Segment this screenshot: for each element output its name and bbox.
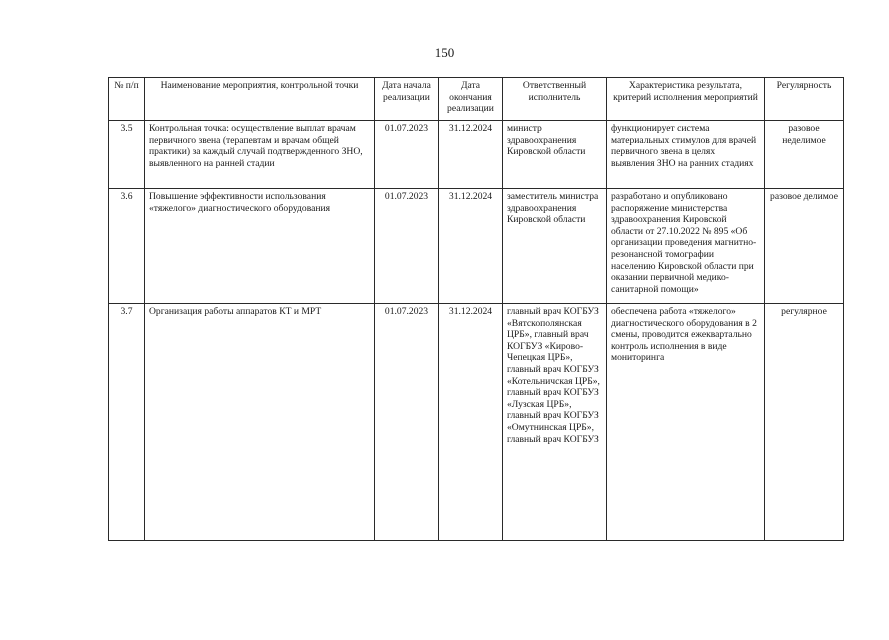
header-result: Характеристика результата, критерий исполнения мероприятий [607,78,765,121]
row-result: разработано и опубликовано распоряжение министерства здравоохранения Кировской области от 27.10.2022 № 895 «Об организации проведения магнитно-резонансной томографии населению Кировской области при оказании первичной медико-санитарной помощи» [607,189,765,304]
row-result: функционирует система материальных стимулов для врачей первичного звена в целях выявления ЗНО на ранних стадиях [607,121,765,189]
row-regularity: разовое делимое [765,189,844,304]
row-name: Организация работы аппаратов КТ и МРТ [145,304,375,541]
row-end-date: 31.12.2024 [439,189,503,304]
row-responsible: главный врач КОГБУЗ «Вятскополянская ЦРБ», главный врач КОГБУЗ «Кирово-Чепецкая ЦРБ», главный врач КОГБУЗ «Котельничская ЦРБ», главный врач КОГБУЗ «Лузская ЦРБ», главный врач КОГБУЗ «Омутнинская ЦРБ», главный врач КОГБУЗ [503,304,607,541]
page-number: 150 [434,45,455,60]
header-end-date: Дата окончания реализации [439,78,503,121]
row-end-date: 31.12.2024 [439,304,503,541]
row-num: 3.6 [109,189,145,304]
row-start-date: 01.07.2023 [375,121,439,189]
row-name: Контрольная точка: осуществление выплат врачам первичного звена (терапевтам и врачам общей практики) за каждый случай подтвержденного ЗНО, выявленного на ранней стадии [145,121,375,189]
table-header-row [109,78,844,121]
header-start-date: Дата начала реализации [375,78,439,121]
header-regularity: Регулярность [765,78,844,121]
header-name: Наименование мероприятия, контрольной точки [145,78,375,121]
measures-table [108,77,844,541]
row-start-date: 01.07.2023 [375,304,439,541]
row-name: Повышение эффективности использования «тяжелого» диагностического оборудования [145,189,375,304]
table-row [109,304,844,541]
row-num: 3.7 [109,304,145,541]
row-num: 3.5 [109,121,145,189]
table-row [109,189,844,304]
row-regularity: регулярное [765,304,844,541]
row-responsible: заместитель министра здравоохранения Кировской области [503,189,607,304]
row-end-date: 31.12.2024 [439,121,503,189]
header-num: № п/п [109,78,145,121]
row-result: обеспечена работа «тяжелого» диагностического оборудования в 2 смены, проводится ежеквартально контроль исполнения в виде мониторинга [607,304,765,541]
row-responsible: министр здравоохранения Кировской области [503,121,607,189]
header-responsible: Ответственный исполнитель [503,78,607,121]
row-regularity: разовое неделимое [765,121,844,189]
table-row [109,121,844,189]
row-start-date: 01.07.2023 [375,189,439,304]
